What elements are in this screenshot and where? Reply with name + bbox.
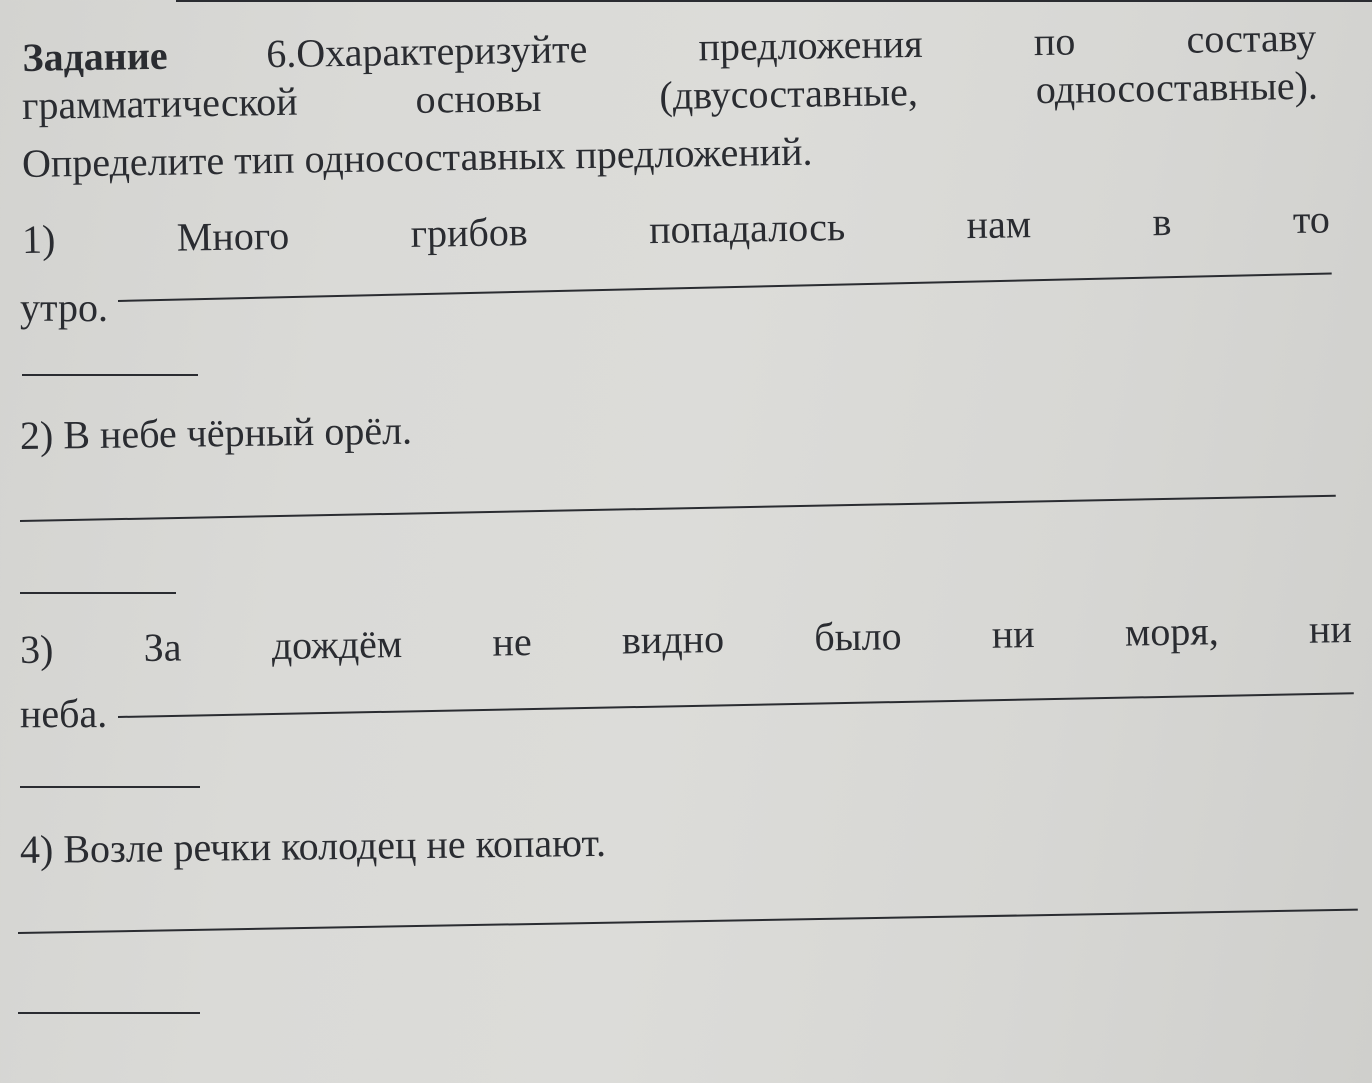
item-word: 1) [21, 216, 56, 262]
task-word: по [1033, 18, 1076, 65]
item-word: попадалось [648, 204, 846, 253]
item-1-line-1 [22, 195, 1331, 264]
answer-line[interactable] [118, 692, 1354, 718]
task-word: (двусоставные, [659, 68, 919, 118]
task-word: грамматической [21, 78, 298, 128]
answer-line-short[interactable] [20, 592, 176, 594]
item-word: не [492, 618, 532, 665]
item-word: 3) [19, 626, 54, 672]
task-heading: Задание [22, 32, 168, 80]
item-word: Много [176, 212, 290, 260]
answer-line[interactable] [18, 909, 1358, 934]
item-word: ни [1308, 606, 1353, 652]
item-2-line-1: 2) В небе чёрный орёл. [19, 407, 413, 458]
item-word: видно [621, 615, 725, 663]
item-4-line-1: 4) Возле речки колодец не копают. [19, 819, 607, 872]
task-word: составу [1186, 14, 1317, 62]
item-word: ни [991, 611, 1035, 657]
item-3-line-2: неба. [20, 691, 108, 736]
task-word: предложения [698, 20, 923, 70]
item-3-line-1 [20, 605, 1353, 674]
task-word: односоставные). [1035, 62, 1319, 113]
top-rule [176, 0, 1372, 2]
item-word: было [813, 613, 902, 660]
task-word: 6.Охарактеризуйте [265, 26, 588, 77]
item-word: грибов [410, 209, 529, 256]
answer-line-short[interactable] [20, 786, 200, 788]
item-word: дождём [271, 620, 403, 669]
item-word: в [1152, 198, 1172, 245]
answer-line[interactable] [118, 272, 1332, 302]
answer-line-short[interactable] [22, 374, 198, 376]
task-word: основы [415, 74, 542, 122]
item-word: то [1292, 196, 1331, 243]
answer-line-short[interactable] [18, 1012, 200, 1014]
task-instruction: Определите тип односоставных предложений. [21, 128, 813, 186]
task-line-2 [22, 62, 1319, 130]
item-1-line-2: утро. [20, 285, 108, 330]
item-word: За [143, 624, 182, 671]
item-word: моря, [1124, 608, 1219, 655]
item-word: нам [966, 201, 1032, 248]
answer-line[interactable] [20, 495, 1336, 522]
task-line-1 [22, 14, 1322, 80]
